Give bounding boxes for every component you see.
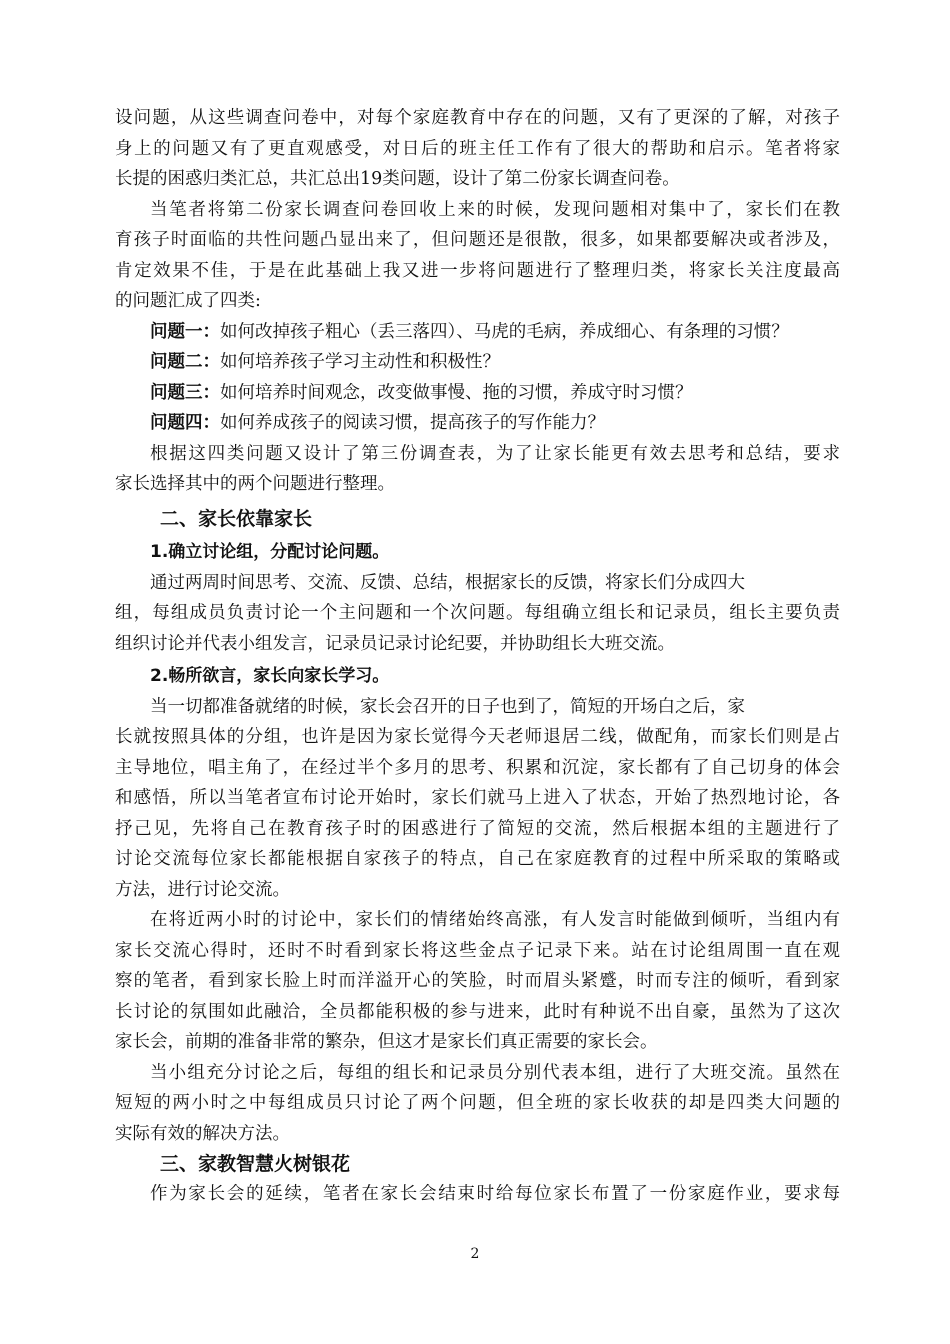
question-line [150,318,840,346]
body-line: 根据这四类问题又设计了第三份调查表，为了让家长能更有效去思考和总结，要求 [150,443,840,464]
subsection-heading: 2.畅所欲言，家长向家长学习。 [150,666,390,687]
body-line: 家长交流心得时，还时不时看到家长将这些金点子记录下来。站在讨论组周围一直在观 [115,940,840,961]
body-line: 主导地位，唱主角了，在经过半个多月的思考、积累和沉淀，家长都有了自己切身的体会 [115,757,840,778]
body-line: 和感悟，所以当笔者宣布讨论开始时，家长们就马上进入了状态，开始了热烈地讨论，各 [115,788,840,809]
body-line: 组织讨论并代表小组发言，记录员记录讨论纪要，并协助组长大班交流。 [115,633,675,654]
body-line: 育孩子时面临的共性问题凸显出来了，但问题还是很散，很多，如果都要解决或者涉及， [115,230,840,251]
body-line: 实际有效的解决方法。 [115,1123,290,1144]
page-number: 2 [470,1246,480,1262]
body-line: 家长选择其中的两个问题进行整理。 [115,474,395,495]
body-line: 肯定效果不佳，于是在此基础上我又进一步将问题进行了整理归类，将家长关注度最高 [115,260,840,281]
subsection-heading: 1.确立讨论组，分配讨论问题。 [150,542,390,563]
body-line: 长提的困惑归类汇总，共汇总出19类问题，设计了第二份家长调查问卷。 [115,169,680,189]
question-line [150,379,840,407]
question-text: 如何培养孩子学习主动性和积极性？ [220,352,500,373]
body-line: 作为家长会的延续，笔者在家长会结束时给每位家长布置了一份家庭作业，要求每 [150,1184,840,1204]
body-line: 家长会，前期的准备非常的繁杂，但这才是家长们真正需要的家长会。 [115,1032,658,1053]
body-line: 察的笔者，看到家长脸上时而洋溢开心的笑脸，时而眉头紧蹙，时而专注的倾听，看到家 [115,971,840,992]
question-label: 问题四： [150,413,220,434]
section-heading: 二、家长依靠家长 [160,508,313,531]
body-line: 在将近两小时的讨论中，家长们的情绪始终高涨，有人发言时能做到倾听，当组内有 [150,910,840,931]
body-line: 讨论交流每位家长都能根据自家孩子的特点，自己在家庭教育的过程中所采取的策略或 [115,849,840,870]
body-line: 设问题，从这些调查问卷中，对每个家庭教育中存在的问题，又有了更深的了解，对孩子 [115,108,840,128]
body-line: 长讨论的氛围如此融洽，全员都能积极的参与进来，此时有种说不出自豪，虽然为了这次 [115,1001,840,1022]
question-label: 问题三： [150,382,220,403]
question-line [150,348,840,376]
body-line: 组，每组成员负责讨论一个主问题和一个次问题。每组确立组长和记录员，组长主要负责 [115,603,840,624]
question-label: 问题一： [150,321,220,342]
body-line: 当一切都准备就绪的时候，家长会召开的日子也到了，简短的开场白之后，家 [150,696,745,717]
question-text: 如何培养时间观念，改变做事慢、拖的习惯，养成守时习惯？ [220,382,693,403]
body-line: 当笔者将第二份家长调查问卷回收上来的时候，发现问题相对集中了，家长们在教 [150,199,840,220]
question-label: 问题二： [150,352,220,373]
question-line [150,409,840,437]
question-text: 如何养成孩子的阅读习惯，提高孩子的写作能力？ [220,413,605,434]
body-line: 方法，进行讨论交流。 [115,879,290,900]
body-line: 身上的问题又有了更直观感受，对日后的班主任工作有了很大的帮助和启示。笔者将家 [115,138,840,159]
question-text: 如何改掉孩子粗心（丢三落四）、马虎的毛病，养成细心、有条理的习惯？ [220,321,789,342]
body-line: 短短的两小时之中每组成员只讨论了两个问题，但全班的家长收获的却是四类大问题的 [115,1093,840,1114]
body-line: 通过两周时间思考、交流、反馈、总结，根据家长的反馈，将家长们分成四大 [150,572,745,593]
section-heading: 三、家教智慧火树银花 [160,1152,351,1175]
body-line: 长就按照具体的分组，也许是因为家长觉得今天老师退居二线，做配角，而家长们则是占 [115,727,840,748]
body-line: 当小组充分讨论之后，每组的组长和记录员分别代表本组，进行了大班交流。虽然在 [150,1062,840,1083]
body-line: 的问题汇成了四类: [115,291,261,312]
body-line: 抒己见，先将自己在教育孩子时的困惑进行了简短的交流，然后根据本组的主题进行了 [115,818,840,839]
